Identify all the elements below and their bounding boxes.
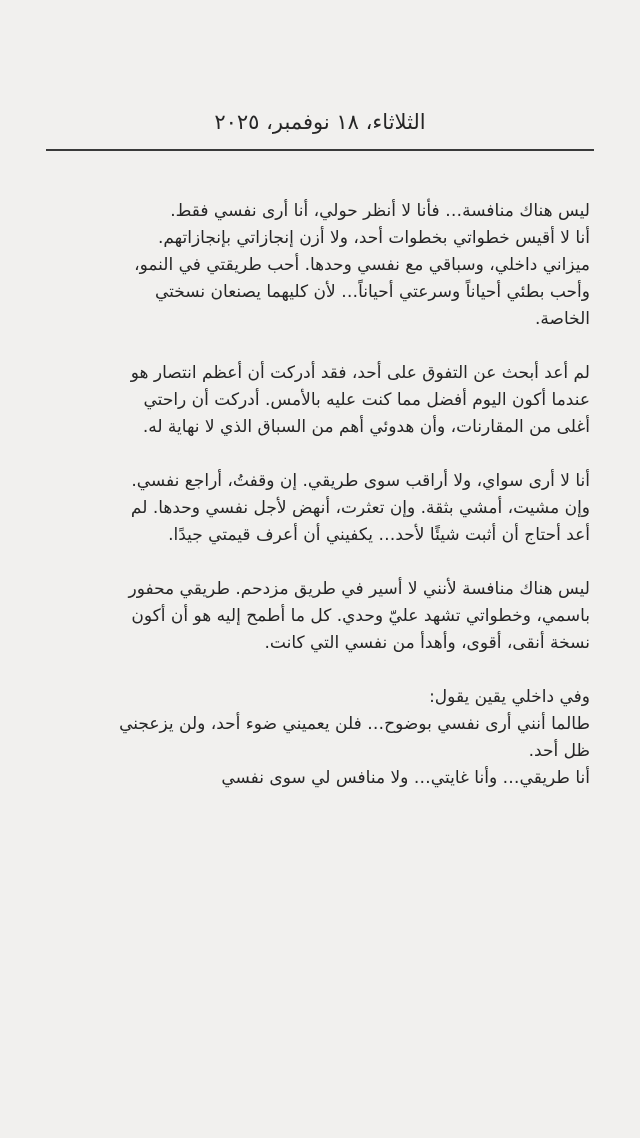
text-line: أعد أحتاج أن أثبت شيئًا لأحد… يكفيني أن أعرف قيمتي جيدًا. bbox=[168, 525, 590, 545]
date-heading: الثلاثاء، ١٨ نوفمبر، ٢٠٢٥ bbox=[214, 110, 426, 134]
text-line: وإن مشيت، أمشي بثقة. وإن تعثرت، أنهض لأجل نفسي وحدها. لم bbox=[130, 498, 590, 518]
paragraph-1 bbox=[40, 198, 590, 333]
text-line: وأحب بطئي أحياناً وسرعتي أحياناً… لأن كليهما يصنعان نسختي bbox=[154, 282, 590, 302]
text-line: أنا طريقي… وأنا غايتي… ولا منافس لي سوى نفسي bbox=[221, 768, 590, 788]
paragraph-4 bbox=[40, 576, 590, 657]
text-line: نسخة أنقى، أقوى، وأهدأ من نفسي التي كانت. bbox=[264, 633, 590, 653]
text-line: عندما أكون اليوم أفضل مما كنت عليه بالأمس. أدركت أن راحتي bbox=[143, 390, 590, 410]
text-line: ليس هناك منافسة لأنني لا أسير في طريق مزدحم. طريقي محفور bbox=[128, 579, 590, 599]
text-line: لم أعد أبحث عن التفوق على أحد، فقد أدركت أن أعظم انتصار هو bbox=[130, 363, 590, 383]
text-line: وفي داخلي يقين يقول: bbox=[429, 687, 590, 707]
text-line: ميزاني داخلي، وسباقي مع نفسي وحدها. أحب طريقتي في النمو، bbox=[134, 255, 590, 275]
text-line: ظل أحد. bbox=[528, 741, 590, 761]
text-line: أنا لا أرى سواي، ولا أراقب سوى طريقي. إن وقفتُ، أراجع نفسي. bbox=[131, 471, 590, 491]
text-line: طالما أنني أرى نفسي بوضوح… فلن يعميني ضوء أحد، ولن يزعجني bbox=[119, 714, 590, 734]
note-body bbox=[40, 198, 590, 819]
text-line: ليس هناك منافسة… فأنا لا أنظر حولي، أنا أرى نفسي فقط. bbox=[170, 201, 590, 221]
paragraph-3 bbox=[40, 468, 590, 549]
paragraph-5 bbox=[40, 684, 590, 792]
text-line: أغلى من المقارنات، وأن هدوئي أهم من السباق الذي لا نهاية له. bbox=[142, 417, 590, 437]
text-line: الخاصة. bbox=[534, 309, 590, 329]
text-line: باسمي، وخطواتي تشهد عليّ وحدي. كل ما أطمح إليه هو أن أكون bbox=[131, 606, 590, 626]
divider bbox=[46, 149, 594, 151]
paragraph-2 bbox=[40, 360, 590, 441]
text-line: أنا لا أقيس خطواتي بخطوات أحد، ولا أزن إنجازاتي بإنجازاتهم. bbox=[157, 228, 590, 248]
